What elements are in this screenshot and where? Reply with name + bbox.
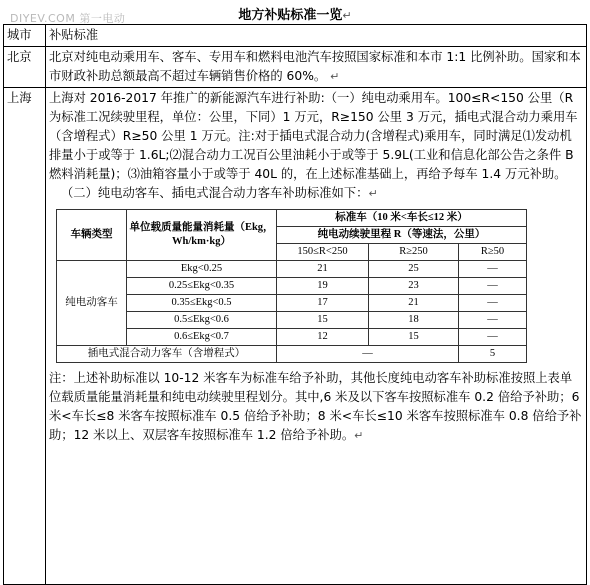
bus-cond: 0.5≤Ekg<0.6 bbox=[127, 312, 277, 329]
bus-row bbox=[57, 312, 527, 329]
city-shanghai: 上海 bbox=[4, 88, 46, 585]
bus-header-row-1 bbox=[57, 210, 527, 227]
bus-val-1: 21 bbox=[277, 261, 369, 278]
bus-val-3: — bbox=[459, 278, 527, 295]
bus-cond: Ekg<0.25 bbox=[127, 261, 277, 278]
bus-header-range: 纯电动续驶里程 R（等速法，公里） bbox=[277, 227, 527, 244]
bus-cond: 0.6≤Ekg<0.7 bbox=[127, 329, 277, 346]
row-beijing bbox=[4, 47, 587, 88]
bus-subsidy-table bbox=[56, 209, 527, 363]
bus-cond: 0.35≤Ekg<0.5 bbox=[127, 295, 277, 312]
header-standard: 补贴标准 bbox=[46, 25, 587, 47]
beijing-text: 北京对纯电动乘用车、客车、专用车和燃料电池汽车按照国家标准和本市 1:1 比例补助。国家和本市财政补助总额最高不超过车辆销售价格的 60%。 bbox=[49, 50, 581, 83]
bus-val-3: — bbox=[459, 312, 527, 329]
shanghai-para-1: 上海对 2016-2017 年推广的新能源汽车进行补助:（一）纯电动乘用车。100≤R<150 公里（R 为标准工况续驶里程，单位：公里，下同）1 万元，R≥150 公里 3 万元，插电式混合动力乘用车（含增程式）R≥50 公里 1 万元。注:对于插电式混合动力(含增程式)乘用车，同时满足⑴发动机排量小于或等于 1.6L;⑵混合动力工况百公里油耗小于或等于 5.9L(工业和信息化部公告之条件 B 燃料消耗量)；⑶油箱容量小于或等于 40L 的，在上述标准基础上，再给予每车 1.4 万元补助。 bbox=[49, 91, 578, 181]
paragraph-mark: ↵ bbox=[342, 9, 352, 22]
bus-header-energy: 单位载质量能量消耗量（Ekg，Wh/km·kg） bbox=[127, 210, 277, 261]
bus-val-2: 15 bbox=[369, 329, 459, 346]
bus-phev-val: 5 bbox=[459, 346, 527, 363]
bus-val-3: — bbox=[459, 329, 527, 346]
bus-header-type: 车辆类型 bbox=[57, 210, 127, 261]
header-city: 城市 bbox=[4, 25, 46, 47]
bus-row bbox=[57, 329, 527, 346]
bus-header-standard: 标准车（10 米<车长≤12 米） bbox=[277, 210, 527, 227]
shanghai-para-2-text: （二）纯电动客车、插电式混合动力客车补助标准如下： bbox=[61, 186, 369, 200]
standard-beijing bbox=[46, 47, 587, 88]
header-row bbox=[4, 25, 587, 47]
shanghai-note-text: 注：上述补助标准以 10-12 米客车为标准车给予补助，其他长度纯电动客车补助标准按照上表单位载质量能量消耗量和纯电动续驶里程划分。其中,6 米及以下客车按照标准车 0.2 倍给予补助；6 米<车长≤8 米客车按照标准车 0.5 倍给予补助；8 米<车长≤10 米客车按照标准车 0.8 倍给予补助；12 米以上、双层客车按照标准车 1.2 倍给予补助。 bbox=[49, 371, 582, 442]
bus-phev-label: 插电式混合动力客车（含增程式） bbox=[57, 346, 277, 363]
bus-header-r1: 150≤R<250 bbox=[277, 244, 369, 261]
bus-row bbox=[57, 278, 527, 295]
row-shanghai bbox=[4, 88, 587, 585]
bus-val-1: 17 bbox=[277, 295, 369, 312]
bus-header-r2: R≥250 bbox=[369, 244, 459, 261]
bus-row bbox=[57, 295, 527, 312]
bus-val-2: 21 bbox=[369, 295, 459, 312]
watermark: DIYEV.COM 第一电动 bbox=[10, 12, 126, 25]
standard-shanghai bbox=[46, 88, 587, 585]
bus-cond: 0.25≤Ekg<0.35 bbox=[127, 278, 277, 295]
bus-val-2: 23 bbox=[369, 278, 459, 295]
bus-val-3: — bbox=[459, 261, 527, 278]
bus-val-3: — bbox=[459, 295, 527, 312]
bus-val-2: 18 bbox=[369, 312, 459, 329]
city-beijing: 北京 bbox=[4, 47, 46, 88]
bus-row-phev bbox=[57, 346, 527, 363]
bus-ev-label: 纯电动客车 bbox=[57, 261, 127, 346]
bus-row bbox=[57, 261, 527, 278]
bus-phev-mid: — bbox=[277, 346, 459, 363]
title-text: 地方补贴标准一览 bbox=[238, 8, 343, 23]
paragraph-mark: ↵ bbox=[368, 187, 378, 200]
bus-val-2: 25 bbox=[369, 261, 459, 278]
paragraph-mark: ↵ bbox=[330, 70, 340, 83]
shanghai-note bbox=[49, 369, 583, 445]
page-title bbox=[0, 4, 590, 23]
bus-header-r3: R≥50 bbox=[459, 244, 527, 261]
bus-val-1: 12 bbox=[277, 329, 369, 346]
paragraph-mark: ↵ bbox=[354, 429, 364, 442]
subsidy-table bbox=[3, 24, 587, 585]
bus-val-1: 19 bbox=[277, 278, 369, 295]
shanghai-para-2 bbox=[49, 184, 583, 203]
bus-val-1: 15 bbox=[277, 312, 369, 329]
